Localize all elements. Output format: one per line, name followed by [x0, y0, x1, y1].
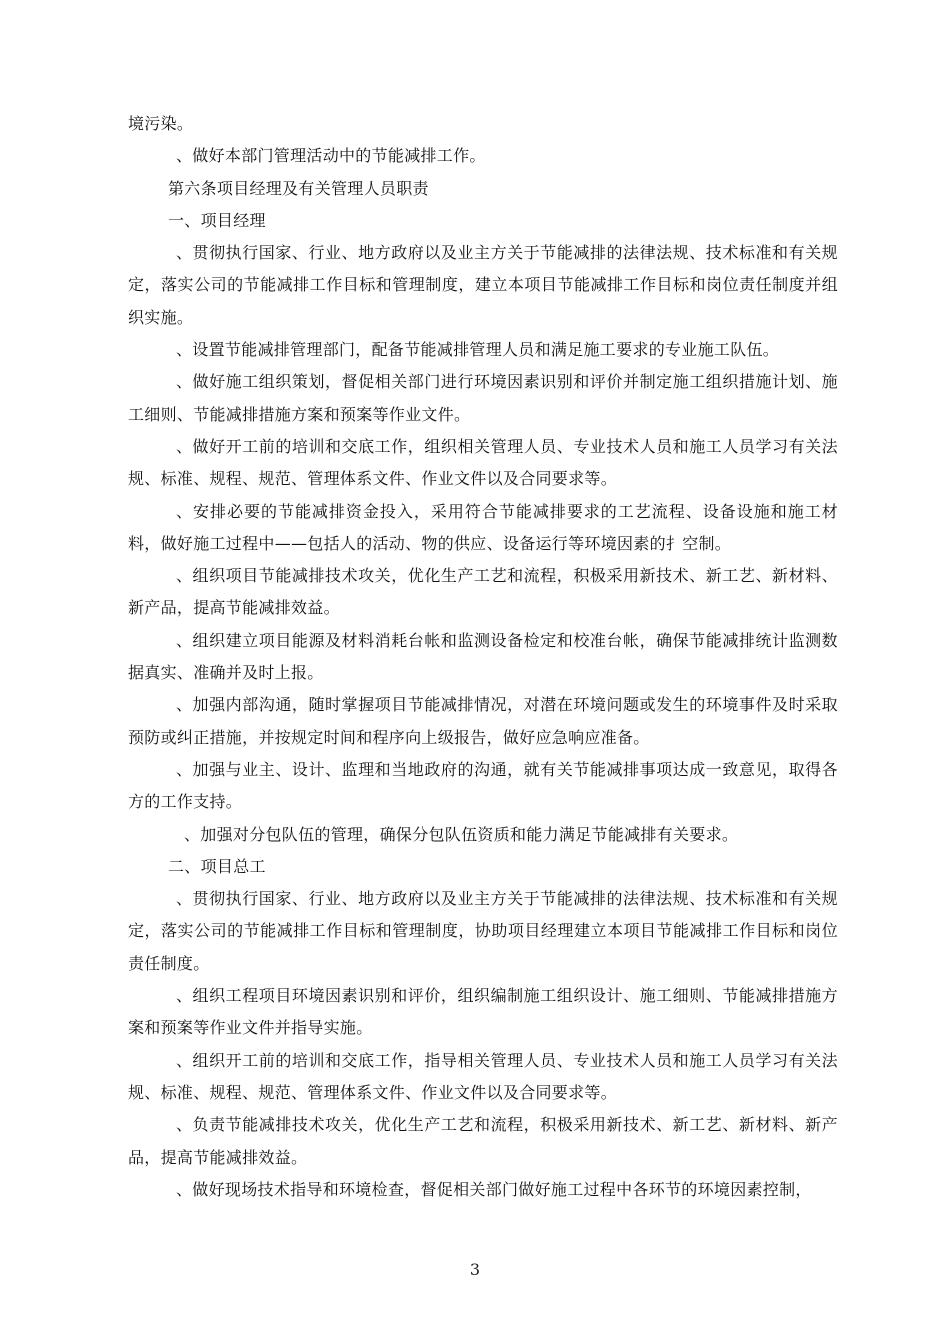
- paragraph-item: 、贯彻执行国家、行业、地方政府以及业主方关于节能减排的法律法规、技术标准和有关规定，落实公司的节能减排工作目标和管理制度，协助项目经理建立本项目节能减排工作目标和岗位责任制度。: [128, 889, 838, 973]
- paragraph-item: 、组织建立项目能源及材料消耗台帐和监测设备检定和校准台帐，确保节能减排统计监测数据真实、准确并及时上报。: [128, 630, 838, 683]
- paragraph-continuation: 境污染。: [128, 114, 194, 133]
- paragraph-item: 、安排必要的节能减排资金投入，采用符合节能减排要求的工艺流程、设备设施和施工材料，做好施工过程中——包括人的活动、物的供应、设备运行等环境因素的扌空制。: [128, 501, 838, 553]
- paragraph-item: 、做好现场技术指导和环境检查，督促相关部门做好施工过程中各环节的环境因素控制，: [176, 1179, 812, 1199]
- page-number: 3: [469, 1260, 481, 1279]
- paragraph-item: 、组织项目节能减排技术攻关，优化生产工艺和流程，积极采用新技术、新工艺、新材料、新产品，提高节能减排效益。: [128, 566, 838, 618]
- paragraph-item: 、加强与业主、设计、监理和当地政府的沟通，就有关节能减排事项达成一致意见，取得各方的工作支持。: [128, 759, 838, 812]
- paragraph-item: 、做好开工前的培训和交底工作，组织相关管理人员、专业技术人员和施工人员学习有关法规、标准、规程、规范、管理体系文件、作业文件以及合同要求等。: [128, 436, 838, 489]
- paragraph-item: 、组织开工前的培训和交底工作，指导相关管理人员、专业技术人员和施工人员学习有关法规、标准、规程、规范、管理体系文件、作业文件以及合同要求等。: [128, 1050, 838, 1102]
- paragraph-item: 、贯彻执行国家、行业、地方政府以及业主方关于节能减排的法律法规、技术标准和有关规定，落实公司的节能减排工作目标和管理制度，建立本项目节能减排工作目标和岗位责任制度并组织实施。: [128, 243, 838, 327]
- article-heading: 第六条项目经理及有关管理人员职责: [168, 178, 429, 198]
- paragraph-item: 、做好施工组织策划，督促相关部门进行环境因素识别和评价并制定施工组织措施计划、施工细则、节能减排措施方案和预案等作业文件。: [128, 372, 838, 424]
- paragraph-item: 、加强对分包队伍的管理，确保分包队伍资质和能力满足节能减排有关要求。: [184, 824, 739, 844]
- document-body: [128, 108, 838, 1206]
- section-heading-project-manager: 一、项目经理: [168, 210, 266, 230]
- paragraph-item: 、做好本部门管理活动中的节能减排工作。: [176, 146, 486, 166]
- paragraph-item: 、组织工程项目环境因素识别和评价，组织编制施工组织设计、施工细则、节能减排措施方案和预案等作业文件并指导实施。: [128, 986, 838, 1038]
- section-heading-chief-engineer: 二、项目总工: [168, 856, 266, 876]
- paragraph-item: 、设置节能减排管理部门，配备节能减排管理人员和满足施工要求的专业施工队伍。: [176, 340, 780, 360]
- paragraph-item: 、加强内部沟通，随时掌握项目节能减排情况，对潜在环境问题或发生的环境事件及时采取预防或纠正措施，并按规定时间和程序向上级报告，做好应急响应准备。: [128, 695, 838, 747]
- paragraph-item: 、负责节能减排技术攻关，优化生产工艺和流程，积极采用新技术、新工艺、新材料、新产品，提高节能减排效益。: [128, 1115, 838, 1167]
